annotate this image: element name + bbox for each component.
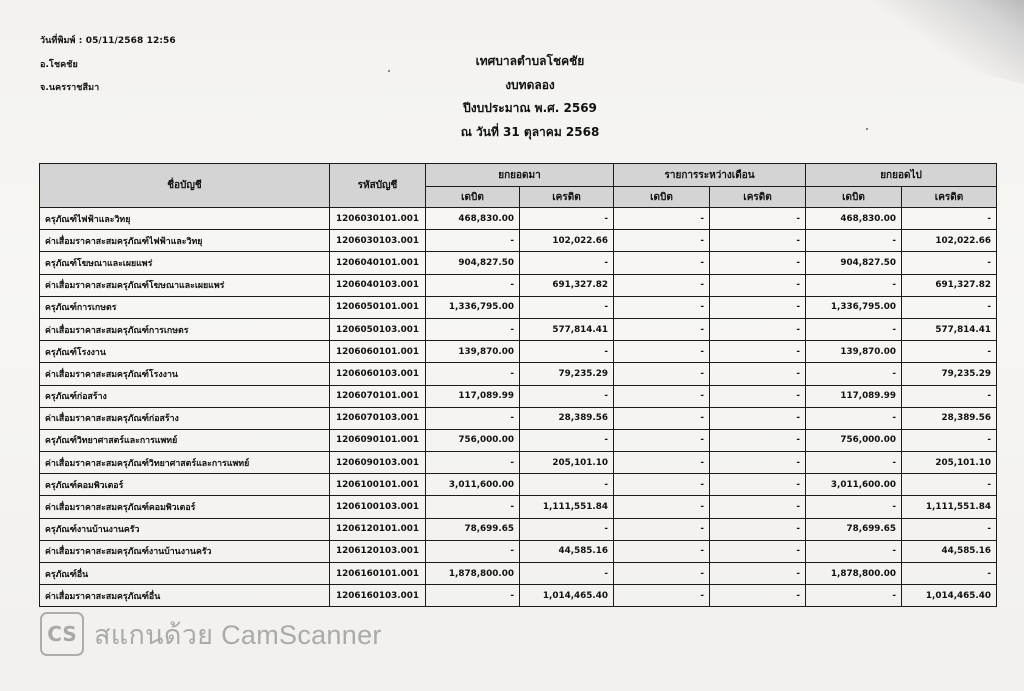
brought-forward-credit-cell: - (520, 429, 614, 451)
carried-forward-credit-cell: - (902, 563, 997, 585)
scan-speck (866, 128, 868, 130)
account-name-cell: ครุภัณฑ์โรงงาน (40, 341, 330, 363)
carried-forward-debit-cell: - (806, 540, 902, 562)
during-month-credit-cell: - (710, 563, 806, 585)
during-month-debit-cell: - (614, 474, 710, 496)
brought-forward-credit-cell: 577,814.41 (520, 318, 614, 340)
carried-forward-debit-cell: - (806, 496, 902, 518)
carried-forward-debit-cell: - (806, 274, 902, 296)
account-code-cell: 1206030103.001 (330, 230, 426, 252)
account-code-cell: 1206070103.001 (330, 407, 426, 429)
during-month-header: รายการระหว่างเดือน (614, 164, 806, 187)
brought-forward-credit-cell: - (520, 341, 614, 363)
brought-forward-debit-cell: 139,870.00 (426, 341, 520, 363)
carried-forward-debit-cell: - (806, 363, 902, 385)
brought-forward-credit-cell: - (520, 563, 614, 585)
during-month-debit-cell: - (614, 563, 710, 585)
during-month-debit-cell: - (614, 274, 710, 296)
account-code-cell: 1206030101.001 (330, 208, 426, 230)
brought-forward-credit-cell: - (520, 518, 614, 540)
table-row (40, 208, 997, 230)
during-month-debit-cell: - (614, 518, 710, 540)
account-name-cell: ครุภัณฑ์ไฟฟ้าและวิทยุ (40, 208, 330, 230)
table-row (40, 585, 997, 607)
during-month-credit-cell: - (710, 429, 806, 451)
carried-forward-debit-cell: 1,336,795.00 (806, 296, 902, 318)
table-row (40, 274, 997, 296)
brought-forward-credit-cell: 28,389.56 (520, 407, 614, 429)
during-month-debit-cell: - (614, 452, 710, 474)
carried-forward-debit-cell: - (806, 318, 902, 340)
carried-forward-credit-cell: - (902, 341, 997, 363)
table-row (40, 363, 997, 385)
during-month-debit-cell: - (614, 385, 710, 407)
account-code-cell: 1206120103.001 (330, 540, 426, 562)
carried-forward-debit-cell: 756,000.00 (806, 429, 902, 451)
carried-forward-credit-cell: - (902, 385, 997, 407)
account-name-cell: ค่าเสื่อมราคาสะสมครุภัณฑ์คอมพิวเตอร์ (40, 496, 330, 518)
account-name-cell: ค่าเสื่อมราคาสะสมครุภัณฑ์อื่น (40, 585, 330, 607)
carried-forward-credit-cell: 1,111,551.84 (902, 496, 997, 518)
during-month-credit-cell: - (710, 252, 806, 274)
account-name-cell: ครุภัณฑ์อื่น (40, 563, 330, 585)
camscanner-logo-icon: CS (40, 612, 84, 656)
during-month-debit-header: เดบิต (614, 187, 710, 208)
brought-forward-debit-cell: - (426, 274, 520, 296)
brought-forward-credit-cell: - (520, 208, 614, 230)
brought-forward-credit-cell: 79,235.29 (520, 363, 614, 385)
during-month-credit-cell: - (710, 385, 806, 407)
during-month-debit-cell: - (614, 585, 710, 607)
trial-balance-table (39, 163, 997, 607)
table-row (40, 230, 997, 252)
during-month-credit-cell: - (710, 296, 806, 318)
table-row (40, 385, 997, 407)
account-code-cell: 1206120101.001 (330, 518, 426, 540)
account-name-cell: ค่าเสื่อมราคาสะสมครุภัณฑ์งานบ้านงานครัว (40, 540, 330, 562)
brought-forward-debit-cell: 756,000.00 (426, 429, 520, 451)
brought-forward-debit-cell: 1,336,795.00 (426, 296, 520, 318)
camscanner-watermark-text: สแกนด้วย CamScanner (94, 619, 382, 650)
table-row (40, 518, 997, 540)
during-month-debit-cell: - (614, 296, 710, 318)
brought-forward-header: ยกยอดมา (426, 164, 614, 187)
account-code-cell: 1206060101.001 (330, 341, 426, 363)
brought-forward-credit-header: เครดิต (520, 187, 614, 208)
municipality-title: เทศบาลตำบลโชคชัย (475, 54, 585, 68)
account-name-cell: ครุภัณฑ์การเกษตร (40, 296, 330, 318)
carried-forward-debit-cell: 1,878,800.00 (806, 563, 902, 585)
table-row (40, 252, 997, 274)
account-name-cell: ค่าเสื่อมราคาสะสมครุภัณฑ์ก่อสร้าง (40, 407, 330, 429)
during-month-debit-cell: - (614, 407, 710, 429)
carried-forward-credit-cell: 28,389.56 (902, 407, 997, 429)
table-row (40, 318, 997, 340)
account-name-cell: ครุภัณฑ์ก่อสร้าง (40, 385, 330, 407)
account-name-cell: ครุภัณฑ์งานบ้านงานครัว (40, 518, 330, 540)
during-month-credit-cell: - (710, 274, 806, 296)
during-month-credit-cell: - (710, 208, 806, 230)
brought-forward-debit-cell: - (426, 540, 520, 562)
brought-forward-credit-cell: 205,101.10 (520, 452, 614, 474)
carried-forward-debit-cell: - (806, 407, 902, 429)
during-month-credit-cell: - (710, 341, 806, 363)
report-titles (330, 50, 730, 144)
during-month-debit-cell: - (614, 341, 710, 363)
during-month-credit-cell: - (710, 540, 806, 562)
brought-forward-debit-cell: 117,089.99 (426, 385, 520, 407)
during-month-debit-cell: - (614, 540, 710, 562)
account-name-header: ชื่อบัญชี (40, 164, 330, 208)
brought-forward-debit-cell: 904,827.50 (426, 252, 520, 274)
brought-forward-credit-cell: 1,111,551.84 (520, 496, 614, 518)
account-code-cell: 1206100103.001 (330, 496, 426, 518)
account-code-cell: 1206050101.001 (330, 296, 426, 318)
brought-forward-credit-cell: 44,585.16 (520, 540, 614, 562)
during-month-credit-cell: - (710, 496, 806, 518)
brought-forward-debit-cell: - (426, 407, 520, 429)
account-name-cell: ค่าเสื่อมราคาสะสมครุภัณฑ์การเกษตร (40, 318, 330, 340)
brought-forward-debit-header: เดบิต (426, 187, 520, 208)
account-name-cell: ครุภัณฑ์โฆษณาและเผยแพร่ (40, 252, 330, 274)
brought-forward-debit-cell: 1,878,800.00 (426, 563, 520, 585)
province-name: จ.นครราชสีมา (40, 83, 100, 93)
scan-speck (388, 70, 390, 72)
brought-forward-credit-cell: - (520, 296, 614, 318)
brought-forward-credit-cell: 691,327.82 (520, 274, 614, 296)
carried-forward-debit-cell: 904,827.50 (806, 252, 902, 274)
table-row (40, 474, 997, 496)
during-month-debit-cell: - (614, 363, 710, 385)
carried-forward-debit-cell: - (806, 230, 902, 252)
print-date: วันที่พิมพ์ : 05/11/2568 12:56 (40, 36, 176, 46)
during-month-credit-cell: - (710, 363, 806, 385)
report-type-title: งบทดลอง (505, 77, 555, 92)
table-row (40, 563, 997, 585)
during-month-debit-cell: - (614, 230, 710, 252)
brought-forward-credit-cell: 102,022.66 (520, 230, 614, 252)
brought-forward-credit-cell: - (520, 252, 614, 274)
account-code-cell: 1206040101.001 (330, 252, 426, 274)
account-name-cell: ค่าเสื่อมราคาสะสมครุภัณฑ์โรงงาน (40, 363, 330, 385)
account-code-cell: 1206040103.001 (330, 274, 426, 296)
brought-forward-debit-cell: - (426, 318, 520, 340)
brought-forward-debit-cell: - (426, 585, 520, 607)
brought-forward-debit-cell: - (426, 452, 520, 474)
carried-forward-credit-cell: - (902, 429, 997, 451)
during-month-debit-cell: - (614, 429, 710, 451)
carried-forward-debit-cell: - (806, 452, 902, 474)
during-month-debit-cell: - (614, 496, 710, 518)
page-corner-shadow (793, 0, 1024, 90)
carried-forward-credit-cell: - (902, 208, 997, 230)
carried-forward-credit-cell: 44,585.16 (902, 540, 997, 562)
table-row (40, 407, 997, 429)
table-row (40, 429, 997, 451)
carried-forward-credit-cell: 691,327.82 (902, 274, 997, 296)
table-row (40, 540, 997, 562)
during-month-credit-cell: - (710, 230, 806, 252)
carried-forward-credit-cell: 1,014,465.40 (902, 585, 997, 607)
during-month-credit-cell: - (710, 585, 806, 607)
brought-forward-credit-cell: 1,014,465.40 (520, 585, 614, 607)
org-short-name: อ.โชคชัย (40, 60, 78, 70)
account-code-cell: 1206060103.001 (330, 363, 426, 385)
carried-forward-credit-cell: - (902, 296, 997, 318)
carried-forward-debit-cell: 3,011,600.00 (806, 474, 902, 496)
brought-forward-debit-cell: - (426, 496, 520, 518)
during-month-credit-header: เครดิต (710, 187, 806, 208)
carried-forward-credit-cell: 102,022.66 (902, 230, 997, 252)
account-code-cell: 1206090103.001 (330, 452, 426, 474)
as-of-date-title: ณ วันที่ 31 ตุลาคม 2568 (460, 124, 600, 139)
carried-forward-debit-header: เดบิต (806, 187, 902, 208)
account-code-cell: 1206100101.001 (330, 474, 426, 496)
account-code-cell: 1206050103.001 (330, 318, 426, 340)
carried-forward-credit-cell: - (902, 252, 997, 274)
account-code-cell: 1206160101.001 (330, 563, 426, 585)
carried-forward-debit-cell: - (806, 585, 902, 607)
carried-forward-debit-cell: 78,699.65 (806, 518, 902, 540)
account-code-cell: 1206090101.001 (330, 429, 426, 451)
during-month-credit-cell: - (710, 407, 806, 429)
during-month-credit-cell: - (710, 318, 806, 340)
during-month-debit-cell: - (614, 318, 710, 340)
carried-forward-credit-cell: - (902, 518, 997, 540)
account-name-cell: ค่าเสื่อมราคาสะสมครุภัณฑ์วิทยาศาสตร์และการแพทย์ (40, 452, 330, 474)
carried-forward-credit-cell: - (902, 474, 997, 496)
table-row (40, 341, 997, 363)
carried-forward-debit-cell: 117,089.99 (806, 385, 902, 407)
during-month-credit-cell: - (710, 452, 806, 474)
account-name-cell: ค่าเสื่อมราคาสะสมครุภัณฑ์ไฟฟ้าและวิทยุ (40, 230, 330, 252)
account-code-header: รหัสบัญชี (330, 164, 426, 208)
account-name-cell: ครุภัณฑ์คอมพิวเตอร์ (40, 474, 330, 496)
brought-forward-debit-cell: - (426, 230, 520, 252)
carried-forward-debit-cell: 139,870.00 (806, 341, 902, 363)
account-name-cell: ค่าเสื่อมราคาสะสมครุภัณฑ์โฆษณาและเผยแพร่ (40, 274, 330, 296)
brought-forward-credit-cell: - (520, 385, 614, 407)
account-name-cell: ครุภัณฑ์วิทยาศาสตร์และการแพทย์ (40, 429, 330, 451)
brought-forward-credit-cell: - (520, 474, 614, 496)
brought-forward-debit-cell: 468,830.00 (426, 208, 520, 230)
during-month-debit-cell: - (614, 252, 710, 274)
account-code-cell: 1206160103.001 (330, 585, 426, 607)
carried-forward-header: ยกยอดไป (806, 164, 997, 187)
camscanner-watermark (40, 612, 382, 656)
carried-forward-credit-cell: 79,235.29 (902, 363, 997, 385)
table-row (40, 496, 997, 518)
account-code-cell: 1206070101.001 (330, 385, 426, 407)
brought-forward-debit-cell: 78,699.65 (426, 518, 520, 540)
carried-forward-credit-cell: 577,814.41 (902, 318, 997, 340)
brought-forward-debit-cell: 3,011,600.00 (426, 474, 520, 496)
table-row (40, 452, 997, 474)
during-month-credit-cell: - (710, 518, 806, 540)
carried-forward-credit-header: เครดิต (902, 187, 997, 208)
during-month-credit-cell: - (710, 474, 806, 496)
fiscal-year-title: ปีงบประมาณ พ.ศ. 2569 (463, 101, 597, 115)
during-month-debit-cell: - (614, 208, 710, 230)
carried-forward-credit-cell: 205,101.10 (902, 452, 997, 474)
table-row (40, 296, 997, 318)
brought-forward-debit-cell: - (426, 363, 520, 385)
carried-forward-debit-cell: 468,830.00 (806, 208, 902, 230)
